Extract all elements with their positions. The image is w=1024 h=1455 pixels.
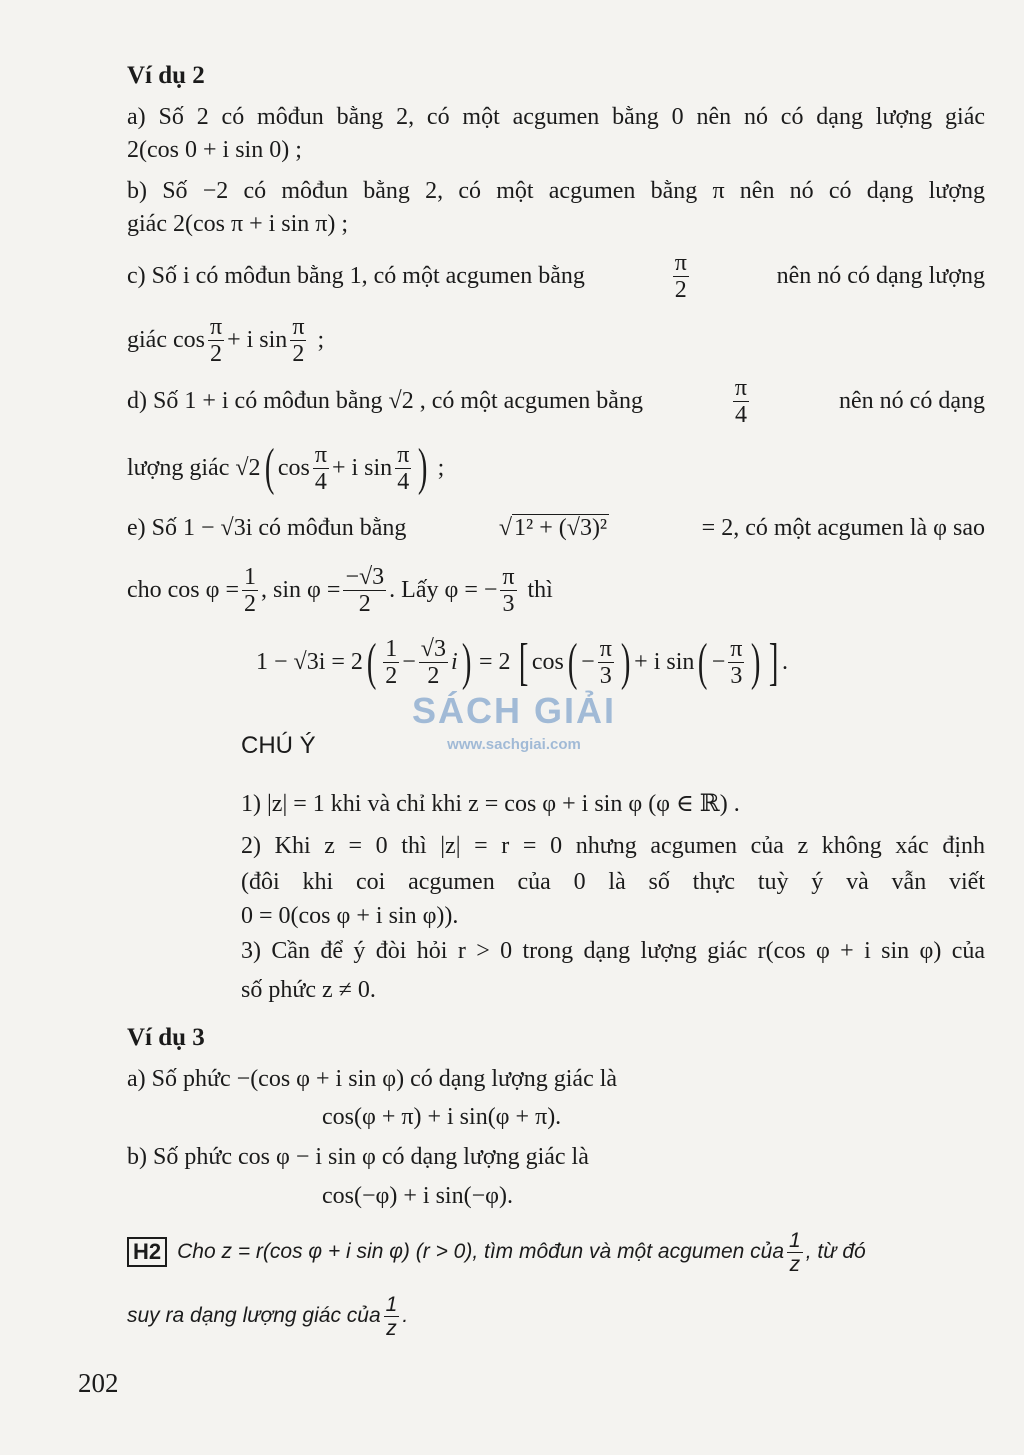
denominator: 2 [244, 590, 257, 617]
h2-label: H2 [127, 1237, 167, 1267]
left-paren: ( [366, 633, 377, 691]
part-e-cos: cho cos φ = [127, 577, 240, 603]
fraction-pi-over-4 [395, 442, 411, 495]
fraction-1-over-2 [383, 636, 399, 689]
example-2-heading: Ví dụ 2 [127, 62, 205, 89]
denominator: 3 [730, 662, 743, 689]
note-item-3-line-2: số phức z ≠ 0. [241, 977, 376, 1003]
note-item-3-line-1: 3) Cần để ý đòi hỏi r > 0 trong dạng lượng giác r(cos φ + i sin φ) của [241, 938, 985, 964]
note-item-2-line-3: 0 = 0(cos φ + i sin φ)). [241, 903, 459, 929]
part-c-text-after: nên nó có dạng lượng [776, 263, 985, 289]
numerator: π [730, 635, 743, 662]
part-d-text-after: nên nó có dạng [839, 388, 985, 414]
numerator: √3 [420, 635, 446, 662]
fraction-pi-over-2 [673, 250, 689, 303]
denominator: 2 [292, 340, 305, 367]
h2-text-2: suy ra dạng lượng giác của [127, 1304, 381, 1327]
part-e-text-after: = 2, có một acgumen là φ sao [701, 515, 985, 541]
fraction-pi-over-3 [500, 564, 516, 617]
equation-isin: + i sin [634, 648, 695, 675]
fraction-pi-over-3 [728, 636, 744, 689]
denominator: 4 [314, 468, 327, 495]
part-c-text-before: c) Số i có môđun bằng 1, có một acgumen bằng [127, 263, 585, 289]
numerator: 1 [385, 635, 398, 662]
fraction-pi-over-2 [208, 314, 224, 367]
part-e-let: . Lấy φ = − [389, 577, 498, 603]
numerator: π [397, 441, 410, 468]
fraction-pi-over-4 [313, 442, 329, 495]
h2-text-1: Cho z = r(cos φ + i sin φ) (r > 0), tìm môđun và một acgumen của [177, 1240, 784, 1263]
denominator: z [789, 1252, 801, 1276]
example-3-part-b-line-1: b) Số phức cos φ − i sin φ có dạng lượng giác là [127, 1144, 589, 1170]
denominator: 4 [397, 468, 410, 495]
fraction-pi-over-2 [290, 314, 306, 367]
watermark-url: www.sachgiai.com [447, 736, 581, 753]
fraction-pi-over-4 [733, 375, 749, 428]
right-paren: ) [620, 633, 631, 691]
part-c-mid: + i sin [227, 327, 288, 353]
example-2-part-e-line-1 [127, 508, 985, 548]
minus-sign: − [402, 648, 416, 675]
fraction-neg-sqrt3-over-2 [343, 564, 386, 617]
part-e-sin: , sin φ = [261, 577, 341, 603]
minus-sign: − [581, 648, 595, 675]
imaginary-unit: i [450, 648, 458, 675]
example-3-part-b-line-2: cos(−φ) + i sin(−φ). [322, 1183, 513, 1209]
numerator: 1 [789, 1228, 801, 1252]
fraction-1-over-2 [242, 564, 258, 617]
h2-text-1-after: , từ đó [805, 1240, 866, 1263]
fraction-sqrt3-over-2 [419, 636, 448, 689]
denominator: 2 [358, 590, 371, 617]
part-d-cos: cos [277, 455, 310, 481]
numerator: π [599, 635, 612, 662]
denominator: 3 [599, 662, 612, 689]
denominator: z [386, 1316, 397, 1340]
right-paren: ) [418, 439, 428, 496]
note-title: CHÚ Ý [241, 732, 316, 759]
example-2-part-a-line-1: a) Số 2 có môđun bằng 2, có một acgumen bằng 0 nên nó có dạng lượng giác [127, 104, 985, 130]
example-2-part-d-line-2 [127, 440, 985, 496]
part-c-prefix: giác cos [127, 327, 205, 353]
example-2-part-b-line-1: b) Số −2 có môđun bằng 2, có một acgumen bằng π nên nó có dạng lượng [127, 178, 985, 204]
part-d-isin: + i sin [331, 455, 393, 481]
denominator: 4 [734, 401, 747, 428]
part-d-end: ; [437, 455, 445, 481]
example-2-part-b-line-2: giác 2(cos π + i sin π) ; [127, 211, 349, 237]
example-2-part-e-line-2 [127, 562, 985, 618]
minus-sign: − [711, 648, 726, 675]
example-2-part-c-line-2 [127, 313, 985, 367]
watermark-logo: SÁCH GIẢI [412, 690, 617, 731]
example-3-part-a-line-1: a) Số phức −(cos φ + i sin φ) có dạng lượng giác là [127, 1066, 618, 1092]
example-2-part-a-line-2: 2(cos 0 + i sin 0) ; [127, 137, 302, 163]
right-bracket: ] [768, 633, 779, 691]
denominator: 3 [502, 590, 515, 617]
example-2-part-d-line-1 [127, 374, 985, 428]
numerator: π [292, 313, 305, 340]
left-paren: ( [264, 439, 274, 496]
numerator: π [734, 374, 748, 401]
left-paren: ( [698, 633, 708, 691]
fraction-pi-over-3 [598, 636, 614, 689]
equation-lhs: 1 − √3i = 2 [256, 648, 363, 675]
fraction-1-over-z [384, 1293, 400, 1340]
denominator: 2 [674, 276, 687, 303]
numerator: π [314, 441, 327, 468]
numerator: −√3 [345, 563, 385, 590]
watermark [412, 690, 616, 753]
page-number: 202 [78, 1368, 119, 1398]
part-d-prefix: lượng giác √2 [127, 455, 261, 481]
h2-exercise-line-1 [127, 1228, 985, 1276]
example-3-part-a-line-2: cos(φ + π) + i sin(φ + π). [322, 1104, 562, 1130]
part-d-text-before: d) Số 1 + i có môđun bằng √2 , có một acgumen bằng [127, 388, 643, 414]
note-item-2-line-1: 2) Khi z = 0 thì |z| = r = 0 nhưng acgumen của z không xác định [241, 833, 985, 859]
left-bracket: [ [518, 633, 528, 691]
radicand: 1² + (√3)² [514, 515, 608, 541]
note-item-2-line-2: (đôi khi coi acgumen của 0 là số thực tuỳ ý và vẫn viết [241, 869, 985, 895]
right-paren: ) [751, 633, 761, 691]
numerator: π [209, 313, 223, 340]
fraction-1-over-z [787, 1229, 803, 1276]
denominator: 2 [210, 340, 223, 367]
right-paren: ) [461, 633, 472, 691]
equation-mid: = 2 [478, 648, 511, 675]
h2-exercise-line-2 [127, 1292, 985, 1340]
denominator: 2 [385, 662, 398, 689]
example-3-heading: Ví dụ 3 [127, 1024, 205, 1051]
part-e-then: thì [527, 577, 553, 603]
equation-cos: cos [531, 648, 564, 675]
part-c-end: ; [317, 327, 325, 353]
numerator: π [502, 563, 515, 590]
h2-text-2-after: . [402, 1304, 409, 1327]
part-e-root: √1² + (√3)² [498, 515, 608, 541]
denominator: 2 [427, 662, 440, 689]
period: . [782, 648, 789, 675]
example-2-main-equation [256, 632, 788, 692]
numerator: 1 [385, 1292, 398, 1316]
left-paren: ( [567, 633, 578, 691]
example-2-part-c-line-1 [127, 249, 985, 303]
part-e-text-before: e) Số 1 − √3i có môđun bằng [127, 515, 407, 541]
note-item-1: 1) |z| = 1 khi và chỉ khi z = cos φ + i sin φ (φ ∈ ℝ) . [241, 791, 740, 817]
numerator: 1 [244, 563, 257, 590]
numerator: π [674, 249, 687, 276]
